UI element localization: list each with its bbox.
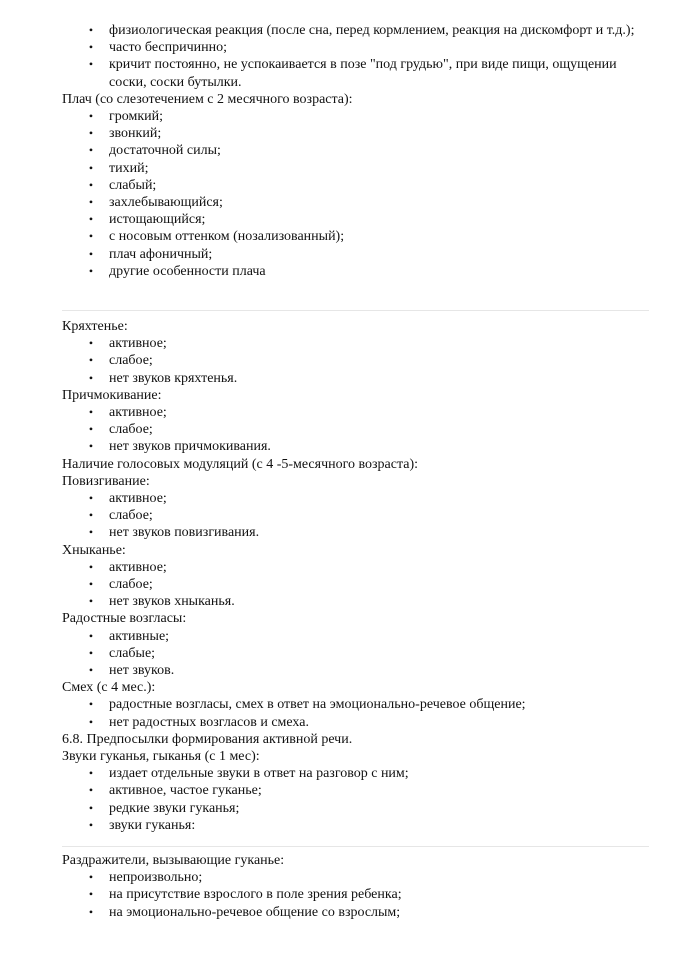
bullet-icon: • <box>88 195 94 210</box>
list-item: • другие особенности плача <box>62 263 649 280</box>
bullet-icon: • <box>88 783 94 798</box>
list-item: • истощающийся; <box>62 211 649 228</box>
list-item: • нет звуков хныканья. <box>62 593 649 610</box>
joyful-list <box>62 628 649 680</box>
bullet-icon: • <box>88 714 94 729</box>
bullet-icon: • <box>88 109 94 124</box>
grunting-list <box>62 335 649 387</box>
block-middle <box>62 318 649 834</box>
list-item: • тихий; <box>62 160 649 177</box>
laughter-heading: Смех (с 4 мес.): <box>62 680 156 696</box>
section-6-8-heading: 6.8. Предпосылки формирования активной речи. <box>62 731 353 747</box>
reaction-list <box>62 22 649 91</box>
list-item: • звуки гуканья: <box>62 817 649 834</box>
smacking-heading: Причмокивание: <box>62 387 162 403</box>
bullet-icon: • <box>88 525 94 540</box>
list-item: • на эмоционально-речевое общение со взрослым; <box>62 904 649 921</box>
bullet-icon: • <box>88 336 94 351</box>
bullet-icon: • <box>88 628 94 643</box>
bullet-icon: • <box>88 263 94 278</box>
list-item: • издает отдельные звуки в ответ на разговор с ним; <box>62 765 649 782</box>
cry-list <box>62 108 649 280</box>
list-item: • активное; <box>62 559 649 576</box>
list-item: • громкий; <box>62 108 649 125</box>
list-item: • активное; <box>62 335 649 352</box>
bullet-icon: • <box>88 491 94 506</box>
bullet-icon: • <box>88 766 94 781</box>
bullet-icon: • <box>88 370 94 385</box>
grunting-heading: Кряхтенье: <box>62 319 128 334</box>
list-item: • достаточной силы; <box>62 142 649 159</box>
stimuli-heading: Раздражители, вызывающие гуканье: <box>62 853 285 868</box>
bullet-icon: • <box>88 422 94 437</box>
bullet-icon: • <box>88 439 94 454</box>
bullet-icon: • <box>88 229 94 244</box>
list-item: • нет звуков кряхтенья. <box>62 370 649 387</box>
list-item: • часто беспричинно; <box>62 39 649 56</box>
list-item: • захлебывающийся; <box>62 194 649 211</box>
bullet-icon: • <box>88 246 94 261</box>
list-item: • с носовым оттенком (нозализованный); <box>62 228 649 245</box>
cooing-list <box>62 765 649 834</box>
bullet-icon: • <box>88 594 94 609</box>
list-item: • слабый; <box>62 177 649 194</box>
bullet-icon: • <box>88 870 94 885</box>
bullet-icon: • <box>88 800 94 815</box>
list-item: • радостные возгласы, смех в ответ на эмоционально-речевое общение; <box>62 696 649 713</box>
list-item: • нет звуков причмокивания. <box>62 438 649 455</box>
bullet-icon: • <box>88 177 94 192</box>
section-divider <box>62 846 649 847</box>
list-item: • редкие звуки гуканья; <box>62 800 649 817</box>
laughter-list <box>62 696 649 730</box>
cry-heading: Плач (со слезотечением с 2 месячного возраста): <box>62 91 353 107</box>
list-item: • активное; <box>62 404 649 421</box>
whimpering-heading: Хныканье: <box>62 542 126 558</box>
section-divider <box>62 310 649 311</box>
list-item: • слабые; <box>62 645 649 662</box>
modulations-heading: Наличие голосовых модуляций (с 4 -5-месячного возраста): <box>62 456 419 472</box>
list-item: • физиологическая реакция (после сна, перед кормлением, реакция на дискомфорт и т.д.); <box>62 22 649 39</box>
bullet-icon: • <box>88 143 94 158</box>
list-item: • звонкий; <box>62 125 649 142</box>
block-top <box>62 22 649 280</box>
block-bottom <box>62 852 649 921</box>
whimpering-list <box>62 559 649 611</box>
list-item: • плач афоничный; <box>62 246 649 263</box>
bullet-icon: • <box>88 577 94 592</box>
bullet-icon: • <box>88 508 94 523</box>
cooing-heading: Звуки гуканья, гыканья (с 1 мес): <box>62 749 260 765</box>
bullet-icon: • <box>88 817 94 832</box>
list-item: • нет звуков повизгивания. <box>62 524 649 541</box>
squealing-heading: Повизгивание: <box>62 473 150 489</box>
smacking-list <box>62 404 649 456</box>
squealing-list <box>62 490 649 542</box>
bullet-icon: • <box>88 126 94 141</box>
stimuli-list <box>62 869 649 921</box>
bullet-icon: • <box>88 405 94 420</box>
bullet-icon: • <box>88 353 94 368</box>
bullet-icon: • <box>88 212 94 227</box>
bullet-icon: • <box>88 697 94 712</box>
list-item: • активные; <box>62 628 649 645</box>
bullet-icon: • <box>88 160 94 175</box>
list-item: • слабое; <box>62 352 649 369</box>
bullet-icon: • <box>88 23 94 37</box>
list-item: • слабое; <box>62 576 649 593</box>
bullet-icon: • <box>88 663 94 678</box>
list-item: • слабое; <box>62 421 649 438</box>
bullet-icon: • <box>88 645 94 660</box>
list-item: • на присутствие взрослого в поле зрения ребенка; <box>62 886 649 903</box>
bullet-icon: • <box>88 887 94 902</box>
list-item: • кричит постоянно, не успокаивается в позе "под грудью", при виде пищи, ощущении соски, соски бутылки. <box>62 56 649 90</box>
list-item: • нет звуков. <box>62 662 649 679</box>
bullet-icon: • <box>88 57 94 72</box>
list-item: • нет радостных возгласов и смеха. <box>62 714 649 731</box>
list-item: • активное, частое гуканье; <box>62 782 649 799</box>
joyful-heading: Радостные возгласы: <box>62 611 187 627</box>
list-item: • непроизвольно; <box>62 869 649 886</box>
bullet-icon: • <box>88 904 94 919</box>
bullet-icon: • <box>88 40 94 55</box>
bullet-icon: • <box>88 559 94 574</box>
list-item: • слабое; <box>62 507 649 524</box>
list-item: • активное; <box>62 490 649 507</box>
